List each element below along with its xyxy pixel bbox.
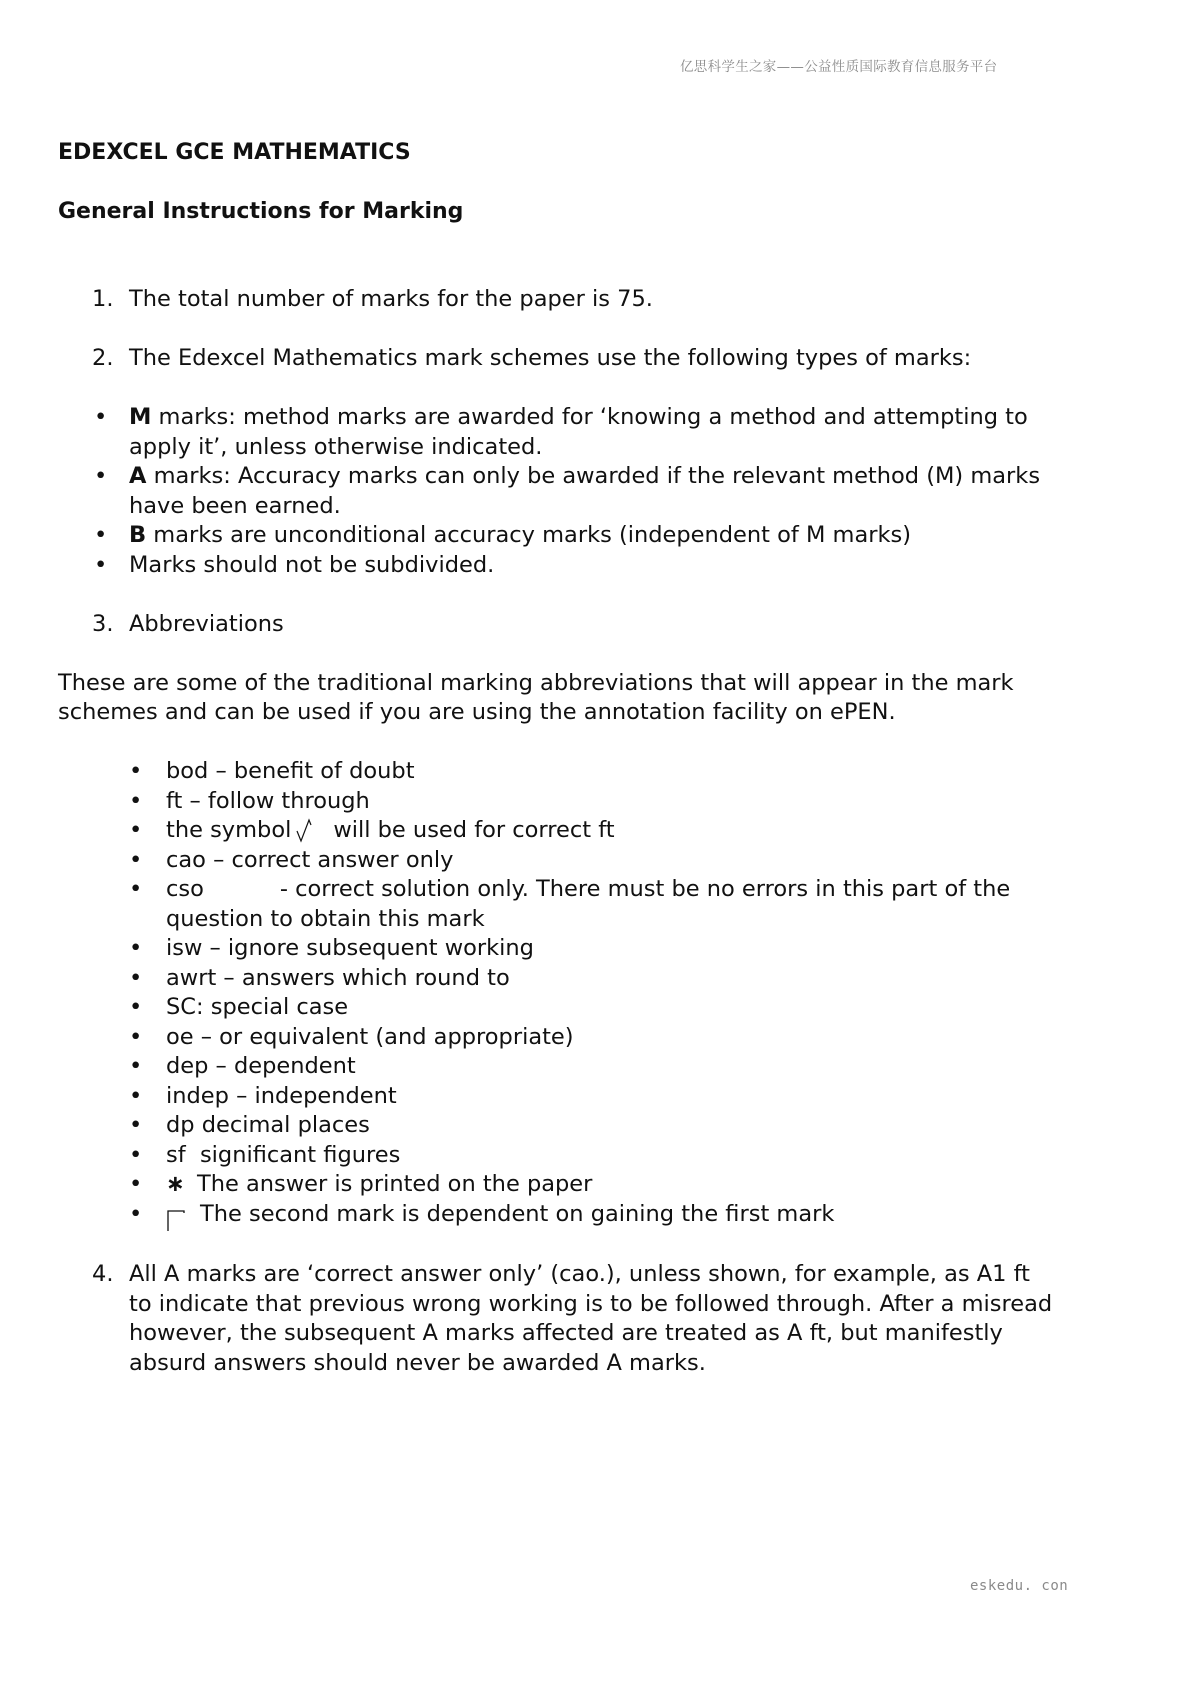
list-item-text: marks: method marks are awarded for ‘knowing a method and attempting to xyxy=(151,404,1028,430)
bullet-icon: • xyxy=(129,1200,143,1227)
item-3 xyxy=(58,610,1138,640)
item-3-number: 3. xyxy=(92,610,114,637)
abbreviations-list xyxy=(58,757,1138,1231)
abbrev-sc: SC: special case xyxy=(166,994,349,1020)
item-4-number: 4. xyxy=(92,1261,114,1287)
item-4 xyxy=(58,1260,1138,1378)
list-item xyxy=(58,1200,1138,1231)
bullet-icon: • xyxy=(129,758,143,784)
bullet-icon: • xyxy=(129,846,143,873)
page-title: EDEXCEL GCE MATHEMATICS xyxy=(58,140,411,165)
list-item xyxy=(58,846,1138,876)
abbrev-bracket: The second mark is dependent on gaining the first mark xyxy=(200,1200,835,1227)
abbrev-cso: cso xyxy=(166,876,204,902)
list-item xyxy=(58,757,1138,787)
abbrev-symbol-post: will be used for correct ft xyxy=(333,817,615,843)
list-item-text: marks are unconditional accuracy marks (independent of M marks) xyxy=(146,522,912,548)
item-1-number: 1. xyxy=(92,286,114,312)
list-item xyxy=(58,1023,1138,1053)
bullet-icon: • xyxy=(129,787,143,814)
list-item xyxy=(58,1082,1138,1112)
bullet-icon: • xyxy=(129,1112,143,1138)
item-2 xyxy=(58,344,1138,374)
mark-types-list xyxy=(58,403,1138,580)
item-3-text: Abbreviations xyxy=(129,610,284,637)
abbrev-bod: bod – benefit of doubt xyxy=(166,758,415,784)
list-item xyxy=(58,787,1138,817)
abbrev-ft: ft – follow through xyxy=(166,787,370,814)
mark-letter: B xyxy=(129,522,147,548)
abbrev-sf: sf significant figures xyxy=(166,1141,401,1168)
bullet-icon: • xyxy=(129,964,143,991)
list-item xyxy=(58,816,1138,846)
item-1 xyxy=(58,285,1138,315)
abbrev-indep: indep – independent xyxy=(166,1082,397,1109)
list-item-text: marks: Accuracy marks can only be awarded if the relevant method (M) marks xyxy=(146,463,1041,489)
item-2-text: The Edexcel Mathematics mark schemes use the following types of marks: xyxy=(129,345,972,371)
bullet-icon: • xyxy=(94,404,108,430)
abbrev-dep: dep – dependent xyxy=(166,1053,356,1079)
list-item xyxy=(58,1111,1138,1141)
abbrev-oe: oe – or equivalent (and appropriate) xyxy=(166,1023,574,1050)
list-item xyxy=(58,403,1138,462)
item-4-line-3: however, the subsequent A marks affected are treated as A ft, but manifestly xyxy=(129,1320,1003,1346)
item-1-text: The total number of marks for the paper is 75. xyxy=(129,286,653,312)
abbrev-isw: isw – ignore subsequent working xyxy=(166,935,534,961)
item-4-line-4: absurd answers should never be awarded A marks. xyxy=(129,1349,706,1376)
abbreviations-intro xyxy=(58,669,1138,728)
list-item xyxy=(58,521,1138,551)
list-item xyxy=(58,1141,1138,1171)
list-item xyxy=(58,462,1138,521)
abbrev-cso-text-cont: question to obtain this mark xyxy=(166,905,485,932)
list-item xyxy=(58,964,1138,994)
bullet-icon: • xyxy=(129,817,143,843)
item-2-number: 2. xyxy=(92,345,114,371)
bullet-icon: • xyxy=(129,1141,143,1168)
intro-line-2: schemes and can be used if you are using the annotation facility on ePEN. xyxy=(58,699,896,725)
list-item xyxy=(58,875,1138,934)
list-item xyxy=(58,551,1138,581)
bullet-icon: • xyxy=(129,994,143,1020)
bullet-icon: • xyxy=(129,1171,143,1197)
sqrt-icon xyxy=(295,817,315,843)
mark-letter: A xyxy=(129,463,147,489)
intro-line-1: These are some of the traditional marking abbreviations that will appear in the mark xyxy=(58,669,1014,696)
page-subtitle: General Instructions for Marking xyxy=(58,199,464,224)
list-item xyxy=(58,1052,1138,1082)
list-item xyxy=(58,1170,1138,1200)
item-4-line-2: to indicate that previous wrong working is to be followed through. After a misread xyxy=(129,1290,1053,1317)
bullet-icon: • xyxy=(129,1082,143,1109)
bullet-icon: • xyxy=(94,522,108,548)
bullet-icon: • xyxy=(129,935,143,961)
abbrev-star: The answer is printed on the paper xyxy=(197,1171,593,1197)
list-item xyxy=(58,993,1138,1023)
bullet-icon: • xyxy=(94,463,108,489)
list-item-text: Marks should not be subdivided. xyxy=(129,551,495,578)
abbrev-cao: cao – correct answer only xyxy=(166,846,454,873)
mark-letter: M xyxy=(129,404,152,430)
abbrev-cso-text: - correct solution only. There must be no errors in this part of the xyxy=(279,876,1011,902)
item-4-line-1: All A marks are ‘correct answer only’ (cao.), unless shown, for example, as A1 ft xyxy=(129,1261,1030,1287)
asterisk-icon: ∗ xyxy=(166,1171,185,1197)
list-item xyxy=(58,934,1138,964)
footer-watermark: eskedu. con xyxy=(970,1578,1069,1594)
list-item-text-cont: apply it’, unless otherwise indicated. xyxy=(129,433,543,460)
bullet-icon: • xyxy=(129,876,143,902)
abbrev-dp: dp decimal places xyxy=(166,1112,370,1138)
bracket-icon xyxy=(166,1207,186,1231)
list-item-text-cont: have been earned. xyxy=(129,492,341,519)
abbrev-awrt: awrt – answers which round to xyxy=(166,964,510,991)
bullet-icon: • xyxy=(129,1023,143,1050)
abbrev-symbol-pre: the symbol xyxy=(166,817,292,843)
header-watermark: 亿思科学生之家——公益性质国际教育信息服务平台 xyxy=(680,59,998,75)
bullet-icon: • xyxy=(94,551,108,578)
bullet-icon: • xyxy=(129,1053,143,1079)
document-body xyxy=(58,138,1138,1378)
